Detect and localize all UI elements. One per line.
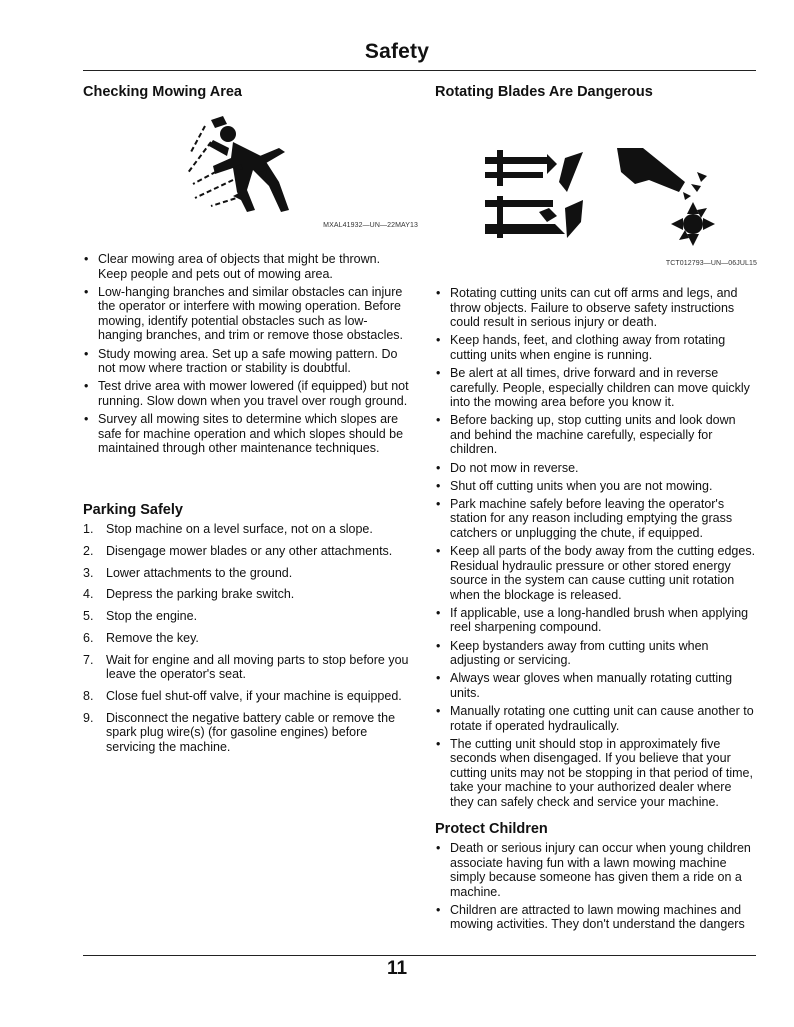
- list-item: • The cutting unit should stop in approximately five seconds when disengaged. If you believe that your cutting units may not be stopping in that period of time, take your machine to your authorized dealer where they can safely check and service your machine.: [435, 737, 757, 810]
- figure-caption: TCT012793—UN—06JUL15: [665, 260, 757, 267]
- list-item: • Manually rotating one cutting unit can cause another to rotate if operated hydraulically.: [435, 704, 757, 733]
- list-item: 5. Stop the engine.: [83, 609, 198, 624]
- list-item: • Park machine safely before leaving the operator's station for any reason including emptying the grass catchers or unplugging the chute, if equipped.: [435, 497, 757, 541]
- rotating-blades-figure: [435, 112, 757, 270]
- list-item: 9. Disconnect the negative battery cable or remove the spark plug wire(s) (for gasoline engines) before servicing the machine.: [83, 710, 396, 755]
- header-rule: [83, 70, 756, 71]
- bullet-list: [435, 841, 757, 932]
- list-item: • Clear mowing area of objects that might be thrown. Keep people and pets out of mowing area.: [83, 252, 410, 281]
- list-item: • Keep hands, feet, and clothing away from rotating cutting units when engine is running.: [435, 333, 757, 362]
- list-item: 4. Depress the parking brake switch.: [83, 587, 295, 602]
- section-checking-mowing-area: [83, 84, 418, 459]
- section-heading-checking-mowing-area: Checking Mowing Area: [83, 84, 242, 100]
- section-heading-parking-safely: Parking Safely: [83, 502, 183, 518]
- list-item: 2. Disengage mower blades or any other attachments.: [83, 543, 393, 558]
- list-item: • Survey all mowing sites to determine which slopes are safe for machine operation and which slopes should be maintained through other maintenance techniques.: [83, 412, 410, 456]
- list-item: 8. Close fuel shut-off valve, if your machine is equipped.: [83, 689, 402, 704]
- list-item: 7. Wait for engine and all moving parts to stop before you leave the operator's seat.: [83, 652, 409, 682]
- list-item: 1. Stop machine on a level surface, not on a slope.: [83, 522, 373, 536]
- list-item: • Study mowing area. Set up a safe mowing pattern. Do not mow where traction or stability is doubtful.: [83, 347, 410, 376]
- list-item: • Always wear gloves when manually rotating cutting units.: [435, 671, 757, 700]
- list-item: • Children are attracted to lawn mowing machines and mowing activities. They don't understand the dangers: [435, 903, 757, 932]
- list-item: • Do not mow in reverse.: [435, 461, 757, 476]
- blade-hazard-icon: [435, 112, 757, 252]
- list-item: 3. Lower attachments to the ground.: [83, 565, 293, 580]
- list-item: 6. Remove the key.: [83, 630, 199, 645]
- list-item: • Shut off cutting units when you are not mowing.: [435, 479, 757, 494]
- section-rotating-blades: [435, 84, 757, 813]
- section-heading-rotating-blades: Rotating Blades Are Dangerous: [435, 84, 653, 100]
- page-number: 11: [386, 958, 408, 979]
- section-parking-safely: [83, 502, 410, 762]
- list-item: • If applicable, use a long-handled brush when applying reel sharpening compound.: [435, 606, 757, 635]
- list-item: • Before backing up, stop cutting units and look down and behind the machine carefully, especially for children.: [435, 413, 757, 457]
- list-item: • Rotating cutting units can cut off arms and legs, and throw objects. Failure to observe safety instructions could result in serious injury or death.: [435, 286, 757, 330]
- bullet-list: [83, 252, 410, 456]
- list-item: • Low-hanging branches and similar obstacles can injure the operator or interfere with mowing operation. Before mowing, identify potential obstacles such as low-hanging branches, and trim or remove those obstacles.: [83, 285, 410, 343]
- page-title: Safety: [364, 40, 430, 63]
- list-item: • Keep bystanders away from cutting units when adjusting or servicing.: [435, 639, 757, 668]
- numbered-steps: [83, 522, 410, 755]
- thrown-objects-figure: [83, 112, 418, 242]
- section-protect-children: [435, 821, 757, 936]
- thrown-objects-hazard-icon: [83, 112, 410, 222]
- section-heading-protect-children: Protect Children: [435, 821, 548, 837]
- footer-rule: [83, 955, 756, 956]
- list-item: • Be alert at all times, drive forward and in reverse carefully. People, especially children can move quickly into the mowing area before you know it.: [435, 366, 757, 410]
- list-item: • Test drive area with mower lowered (if equipped) but not running. Slow down when you travel over rough ground.: [83, 379, 410, 408]
- figure-caption: MXAL41932—UN—22MAY13: [323, 222, 418, 229]
- bullet-list: [435, 286, 757, 810]
- list-item: • Keep all parts of the body away from the cutting edges. Residual hydraulic pressure or other stored energy source in the system can cause cutting unit rotation when the blockage is released.: [435, 544, 757, 602]
- list-item: • Death or serious injury can occur when young children associate having fun with a lawn mowing machine simply because someone has given them a ride on a machine.: [435, 841, 757, 899]
